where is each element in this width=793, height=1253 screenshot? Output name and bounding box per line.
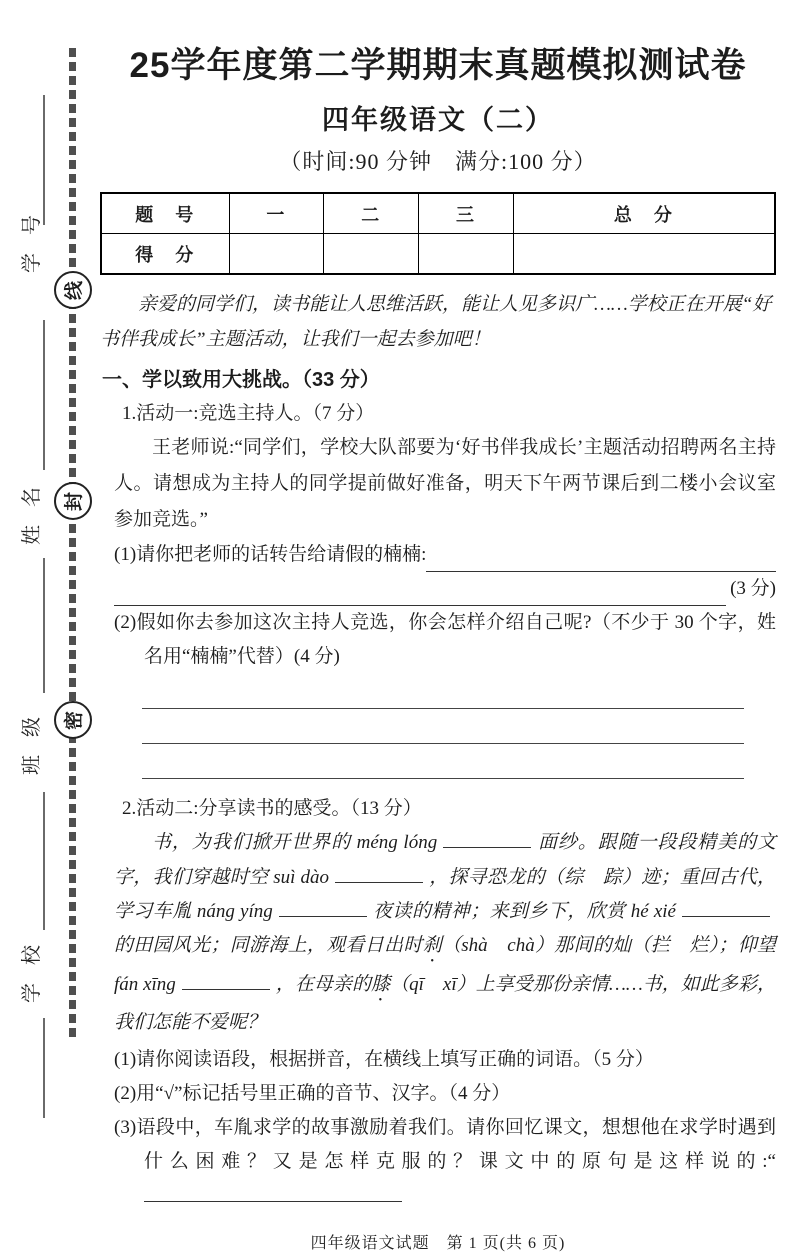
question-text: (3)语段中，车胤求学的故事激励着我们。请你回忆课文，想想他在求学时遇到什么困难？又是怎样克服的？课文中的原句是这样说的:“ — [114, 1117, 776, 1172]
passage-text: 面纱。跟随一段段精美的文字，我们穿越时空 suì dào — [114, 832, 776, 888]
section1-heading: 一、学以致用大挑战。（33 分） — [102, 369, 380, 391]
answer-line[interactable] — [142, 739, 744, 744]
answer-blank[interactable] — [279, 894, 367, 917]
header-cell: 题 号 — [101, 193, 229, 234]
seal-char-label: 密 — [64, 710, 86, 730]
header-cell: 总 分 — [513, 193, 775, 234]
passage-text: 的田园风光；同游海上，观看日出时 — [114, 934, 423, 956]
emphasized-char: 膝 — [371, 973, 391, 995]
intro-paragraph: 亲爱的同学们，读书能让人思维活跃，能让人见多识广……学校正在开展“好书伴我成长”主题活动，让我们一起去参加吧！ — [100, 294, 772, 350]
question-text: (1)请你把老师的话转告给请假的楠楠: — [114, 544, 427, 565]
answer-blank[interactable] — [682, 894, 770, 917]
score-cell[interactable] — [513, 234, 775, 275]
answer-line[interactable] — [142, 774, 744, 779]
page-subtitle: 四年级语文（二） — [322, 105, 554, 135]
passage-text: （qī xī）上享受那份亲情……书，如此多彩，我们怎能不爱呢？ — [114, 973, 776, 1033]
answer-line[interactable] — [142, 704, 744, 709]
activity1-title: 1.活动一:竞选主持人。（7 分） — [122, 403, 375, 424]
question-1-1-line2 — [114, 572, 776, 606]
class-line[interactable] — [43, 558, 45, 693]
score-row-label: 得 分 — [101, 234, 229, 275]
activity2-title: 2.活动二:分享读书的感受。（13 分） — [122, 798, 422, 819]
question-1-2: (2)假如你去参加这次主持人竞选，你会怎样介绍自己呢?（不少于 30 个字，姓名用“楠楠”代替）(4 分) — [114, 612, 776, 667]
question-2-3 — [114, 1111, 776, 1214]
school-label — [16, 900, 42, 1030]
answer-blank[interactable] — [144, 1179, 402, 1202]
header-cell: 二 — [324, 193, 419, 234]
score-cell[interactable] — [324, 234, 419, 275]
page-title: 25学年度第二学期期末真题模拟测试卷 — [129, 46, 747, 85]
label-text: 学号 — [20, 197, 43, 273]
exam-meta: （时间:90 分钟 满分:100 分） — [279, 149, 597, 174]
teacher-speech: 王老师说:“同学们，学校大队部要为‘好书伴我成长’主题活动招聘两名主持人。请想成为主持人的同学提前做好准备，明天下午两节课后到二楼小会议室参加竞选。” — [114, 437, 776, 530]
score-cell[interactable] — [229, 234, 324, 275]
seal-char-feng — [54, 482, 92, 520]
answer-blank[interactable] — [182, 967, 270, 990]
seal-char-xian — [54, 271, 92, 309]
emphasized-char: 刹 — [422, 934, 442, 956]
answer-blank[interactable] — [443, 825, 531, 848]
seal-char-mi — [54, 701, 92, 739]
header-cell: 三 — [419, 193, 514, 234]
header-cell: 一 — [229, 193, 324, 234]
passage-text: （shà chà）那间的灿（拦 烂）；仰望 fán xīng — [114, 934, 776, 995]
question-2-2: (2)用“√”标记括号里正确的音节、汉字。（4 分） — [114, 1083, 511, 1104]
answer-blank[interactable] — [426, 549, 776, 572]
label-text: 班级 — [20, 699, 43, 775]
student-number-label — [16, 170, 42, 300]
answer-blank[interactable] — [114, 583, 726, 606]
label-text: 姓名 — [20, 469, 43, 545]
binding-dashed-line — [69, 48, 76, 1040]
question-1-1 — [114, 538, 776, 572]
label-text: 学校 — [20, 927, 43, 1003]
passage-text: 书，为我们掀开世界的 méng lóng — [152, 832, 438, 853]
school-line[interactable] — [43, 792, 45, 930]
name-label — [16, 442, 42, 572]
answer-blank[interactable] — [335, 860, 423, 883]
page-footer: 四年级语文试题 第 1 页(共 6 页) — [310, 1235, 566, 1252]
score-table — [100, 192, 776, 275]
passage-text: ，探寻恐龙的（综 踪）迹；重回古代，学习车胤 náng yíng — [114, 866, 776, 922]
score-note: (3 分) — [730, 578, 776, 599]
reading-passage — [114, 825, 776, 1039]
passage-text: 夜读的精神；来到乡下，欣赏 hé xié — [372, 901, 676, 922]
score-cell[interactable] — [419, 234, 514, 275]
bottom-line[interactable] — [43, 1018, 45, 1118]
seal-char-label: 封 — [64, 491, 86, 511]
class-label — [16, 672, 42, 802]
seal-char-label: 线 — [64, 280, 86, 300]
score-table-score-row — [101, 234, 775, 275]
passage-text: ，在母亲的 — [275, 973, 371, 995]
score-table-header-row — [101, 193, 775, 234]
name-line[interactable] — [43, 320, 45, 470]
question-2-1: (1)请你阅读语段，根据拼音，在横线上填写正确的词语。（5 分） — [114, 1049, 654, 1070]
